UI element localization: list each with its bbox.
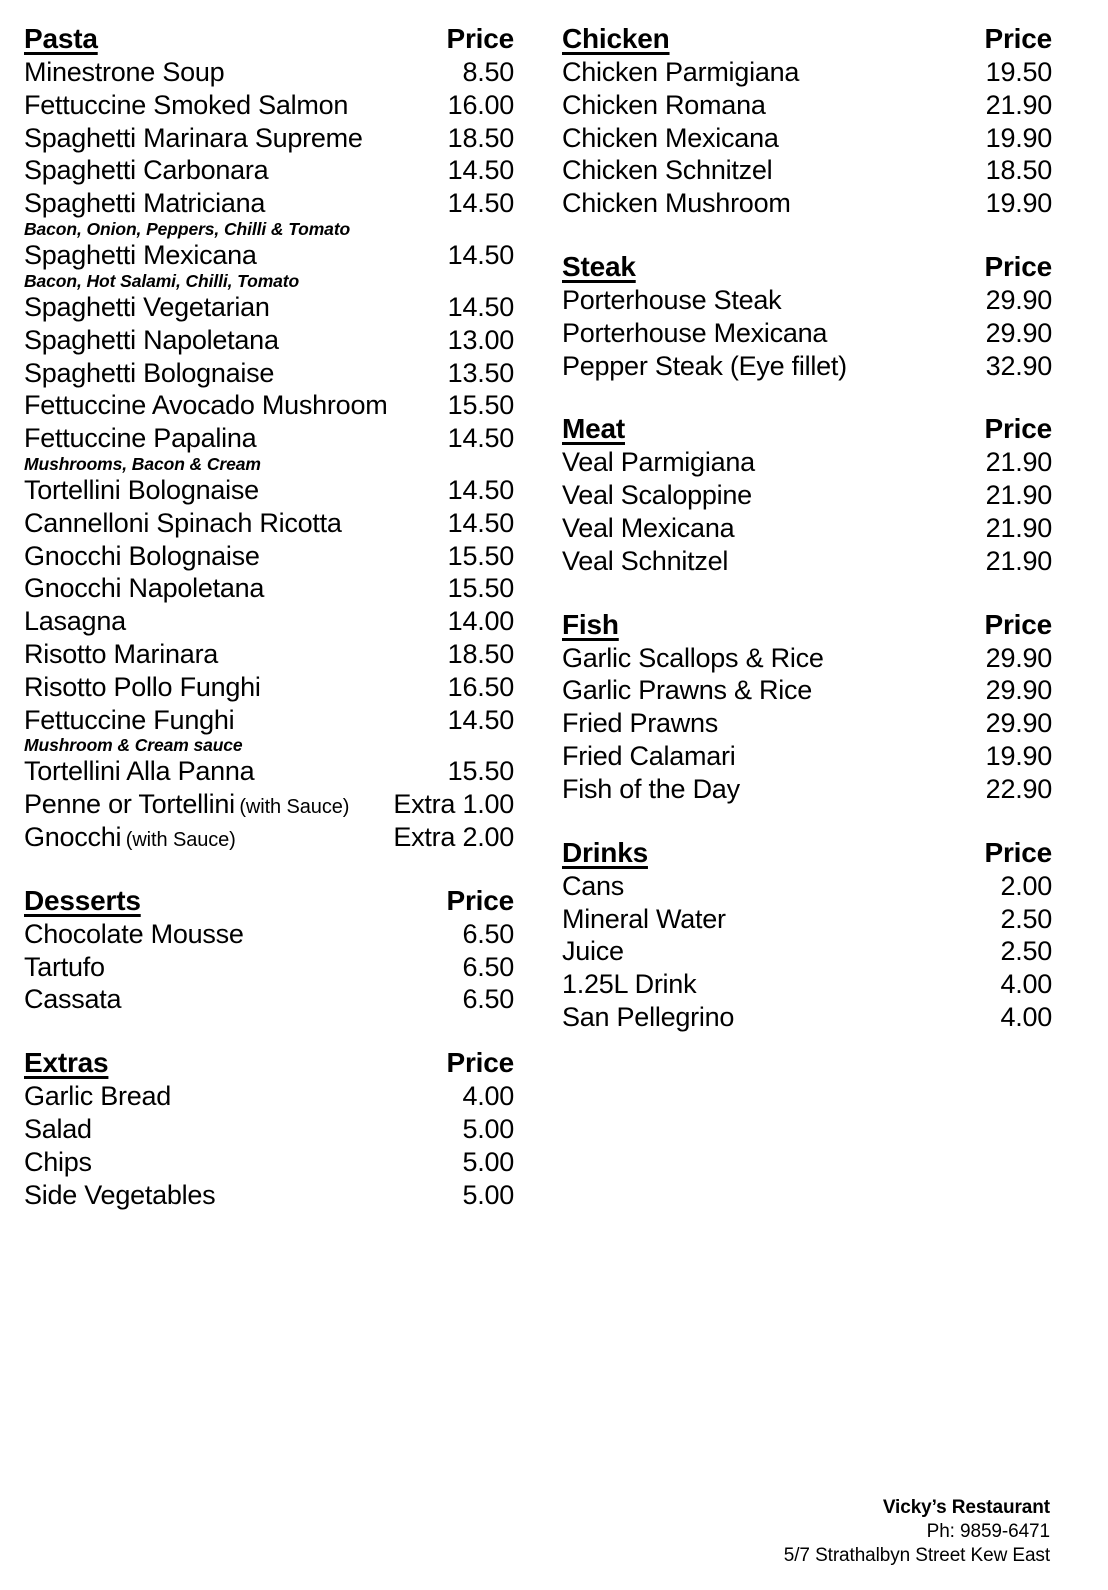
menu-item-price: 6.50 bbox=[462, 984, 514, 1015]
menu-section-extras bbox=[24, 1046, 514, 1211]
menu-item-name-wrap bbox=[24, 671, 261, 704]
menu-item-price: 4.00 bbox=[1000, 969, 1052, 1000]
menu-item-row bbox=[24, 671, 514, 704]
price-column-header: Price bbox=[984, 608, 1052, 640]
menu-item-price: 2.50 bbox=[1000, 903, 1052, 934]
menu-item-price: 5.00 bbox=[462, 1114, 514, 1144]
price-column-header: Price bbox=[984, 413, 1052, 445]
menu-item-row bbox=[24, 357, 514, 390]
menu-item-price: 14.50 bbox=[447, 704, 514, 735]
menu-section-pasta bbox=[24, 22, 514, 854]
menu-item-name: Gnocchi Napoletana bbox=[24, 573, 265, 604]
menu-item-name: Spaghetti Marinara Supreme bbox=[24, 122, 363, 153]
menu-item-qualifier: (with Sauce) bbox=[239, 796, 350, 819]
menu-item-name: Fried Calamari bbox=[562, 741, 736, 772]
menu-item-name-wrap bbox=[562, 773, 740, 806]
menu-item-price: 14.50 bbox=[447, 155, 514, 186]
menu-item-name: Garlic Bread bbox=[24, 1081, 172, 1112]
menu-item-price: 5.00 bbox=[462, 1146, 514, 1177]
menu-right-column bbox=[562, 22, 1052, 1034]
menu-item-name: San Pellegrino bbox=[562, 1001, 735, 1032]
section-title-extras: Extras bbox=[24, 1047, 109, 1079]
menu-item-name: Fettuccine Funghi bbox=[24, 704, 235, 735]
menu-item-row bbox=[24, 1179, 514, 1212]
menu-item-name: Salad bbox=[24, 1114, 92, 1144]
section-header-drinks bbox=[562, 836, 1052, 869]
menu-item-row bbox=[24, 507, 514, 540]
menu-item-row bbox=[24, 572, 514, 605]
menu-item-name-wrap bbox=[24, 983, 121, 1016]
menu-item-price: 14.50 bbox=[447, 291, 514, 322]
restaurant-name: Vicky’s Restaurant bbox=[882, 1496, 1050, 1518]
section-title-pasta: Pasta bbox=[24, 23, 98, 54]
section-title-steak: Steak bbox=[562, 251, 636, 283]
menu-item-name: Spaghetti Vegetarian bbox=[24, 291, 270, 322]
menu-item-row bbox=[24, 89, 514, 122]
menu-item-name-wrap bbox=[562, 642, 824, 675]
menu-item-row bbox=[562, 707, 1052, 740]
menu-item-row bbox=[24, 474, 514, 507]
menu-item-row bbox=[24, 918, 514, 951]
menu-item-name-wrap bbox=[24, 291, 270, 324]
menu-item-price: 29.90 bbox=[985, 317, 1052, 348]
menu-item-name: Cans bbox=[562, 870, 625, 901]
menu-item-row bbox=[24, 56, 514, 89]
menu-item-name: Pepper Steak (Eye fillet) bbox=[562, 350, 847, 381]
section-title-drinks: Drinks bbox=[562, 836, 648, 868]
menu-item-name: Risotto Marinara bbox=[24, 638, 219, 669]
menu-item-price: 15.50 bbox=[447, 573, 514, 604]
menu-item-price: 19.90 bbox=[985, 122, 1052, 153]
menu-item-row bbox=[562, 56, 1052, 89]
restaurant-address: 5/7 Strathalbyn Street Kew East bbox=[783, 1544, 1050, 1566]
menu-item-name: Spaghetti Mexicana bbox=[24, 240, 257, 271]
menu-item-price: 4.00 bbox=[462, 1081, 514, 1112]
menu-item-name-wrap bbox=[24, 154, 268, 187]
menu-item-row bbox=[562, 317, 1052, 350]
menu-item-name: Chips bbox=[24, 1146, 92, 1177]
menu-item-name: Veal Parmigiana bbox=[562, 447, 755, 478]
menu-item-name-wrap bbox=[24, 56, 224, 89]
section-header-fish bbox=[562, 608, 1052, 641]
menu-item-name: Veal Mexicana bbox=[562, 513, 735, 544]
menu-item-name: Minestrone Soup bbox=[24, 57, 225, 88]
menu-item-price: 14.00 bbox=[447, 606, 514, 637]
menu-item-name: Juice bbox=[562, 936, 624, 967]
menu-item-price: 19.90 bbox=[985, 188, 1052, 219]
menu-item-row bbox=[24, 983, 514, 1016]
menu-item-row bbox=[562, 1001, 1052, 1034]
menu-item-price: 32.90 bbox=[985, 350, 1052, 381]
menu-item-name-wrap bbox=[562, 350, 847, 383]
menu-item-row bbox=[24, 788, 514, 821]
menu-item-name-wrap bbox=[562, 707, 718, 740]
menu-item-price: 14.50 bbox=[447, 188, 514, 219]
menu-item-price: 4.00 bbox=[1000, 1001, 1052, 1032]
price-column-header: Price bbox=[446, 23, 514, 54]
menu-item-name-wrap bbox=[24, 540, 260, 573]
menu-section-fish bbox=[562, 608, 1052, 806]
menu-item-price: 14.50 bbox=[447, 507, 514, 538]
menu-item-description: Mushrooms, Bacon & Cream bbox=[24, 453, 261, 474]
price-column-header: Price bbox=[984, 23, 1052, 54]
menu-item-price: 2.00 bbox=[1000, 870, 1052, 901]
menu-item-price: 15.50 bbox=[447, 390, 514, 421]
section-title-chicken: Chicken bbox=[562, 23, 670, 54]
menu-item-price: 21.90 bbox=[985, 545, 1052, 576]
menu-item-name-wrap bbox=[24, 89, 348, 122]
menu-item-price: 21.90 bbox=[985, 447, 1052, 478]
menu-item-row bbox=[562, 122, 1052, 155]
menu-item-description: Mushroom & Cream sauce bbox=[24, 735, 243, 756]
section-header-pasta bbox=[24, 22, 514, 55]
menu-item-name-wrap bbox=[24, 918, 244, 951]
menu-section-steak bbox=[562, 250, 1052, 382]
menu-item-name-wrap bbox=[562, 317, 827, 350]
section-header-desserts bbox=[24, 884, 514, 917]
restaurant-footer bbox=[784, 1496, 1050, 1568]
menu-item-price: 29.90 bbox=[985, 708, 1052, 739]
menu-section-meat bbox=[562, 412, 1052, 577]
menu-item-name-wrap bbox=[24, 474, 259, 507]
menu-item-row bbox=[562, 446, 1052, 479]
menu-item-name-wrap bbox=[562, 968, 696, 1001]
menu-item-row bbox=[562, 935, 1052, 968]
menu-item-name: Chicken Romana bbox=[562, 89, 766, 120]
menu-item-name-wrap bbox=[562, 674, 812, 707]
menu-item-name-wrap bbox=[24, 605, 126, 638]
menu-item-row bbox=[562, 968, 1052, 1001]
menu-item-price: 19.90 bbox=[985, 741, 1052, 772]
menu-item-name-wrap bbox=[24, 389, 387, 422]
menu-item-price: 22.90 bbox=[985, 773, 1052, 804]
menu-item-price: Extra 1.00 bbox=[393, 789, 514, 820]
menu-item-row bbox=[562, 89, 1052, 122]
menu-item-row bbox=[24, 239, 514, 272]
menu-item-row bbox=[24, 1080, 514, 1113]
menu-item-name: Porterhouse Steak bbox=[562, 285, 782, 316]
menu-item-row bbox=[562, 545, 1052, 578]
menu-item-name-wrap bbox=[562, 56, 799, 89]
menu-item-price: 29.90 bbox=[985, 675, 1052, 706]
menu-item-price: 13.50 bbox=[447, 357, 514, 388]
menu-section-drinks bbox=[562, 836, 1052, 1034]
menu-item-name-wrap bbox=[24, 821, 236, 854]
menu-item-name: Chicken Parmigiana bbox=[562, 57, 800, 88]
menu-item-name: Spaghetti Bolognaise bbox=[24, 357, 275, 388]
menu-item-description: Bacon, Onion, Peppers, Chilli & Tomato bbox=[24, 219, 351, 240]
menu-item-price: 13.00 bbox=[447, 324, 514, 355]
section-header-extras bbox=[24, 1046, 514, 1079]
menu-item-row bbox=[24, 755, 514, 788]
menu-item-price: 16.50 bbox=[447, 671, 514, 702]
menu-item-name: Risotto Pollo Funghi bbox=[24, 671, 261, 702]
menu-item-row bbox=[562, 642, 1052, 675]
menu-item-name-wrap bbox=[562, 512, 734, 545]
price-column-header: Price bbox=[446, 884, 514, 916]
section-title-desserts: Desserts bbox=[24, 884, 141, 916]
menu-item-name: Fried Prawns bbox=[562, 708, 719, 739]
menu-item-name: Lasagna bbox=[24, 606, 126, 637]
menu-item-price: 29.90 bbox=[985, 285, 1052, 316]
menu-item-name-wrap bbox=[24, 422, 256, 455]
section-title-meat: Meat bbox=[562, 413, 625, 445]
menu-item-name: Fettuccine Papalina bbox=[24, 423, 257, 454]
menu-item-price: 21.90 bbox=[985, 89, 1052, 120]
menu-item-name: Tartufo bbox=[24, 951, 105, 982]
section-title-fish: Fish bbox=[562, 608, 619, 640]
menu-item-row bbox=[562, 154, 1052, 187]
menu-item-name-wrap bbox=[562, 870, 624, 903]
menu-item-name: Veal Scaloppine bbox=[562, 480, 752, 511]
menu-item-name-wrap bbox=[24, 1179, 215, 1212]
menu-item-name: Tortellini Bolognaise bbox=[24, 474, 259, 505]
menu-item-name-wrap bbox=[24, 239, 257, 272]
price-column-header: Price bbox=[984, 251, 1052, 283]
menu-item-name: Fish of the Day bbox=[562, 773, 740, 804]
menu-item-name: Veal Schnitzel bbox=[562, 545, 729, 576]
menu-item-row bbox=[562, 903, 1052, 936]
section-header-chicken bbox=[562, 22, 1052, 55]
menu-item-name: Fettuccine Smoked Salmon bbox=[24, 89, 349, 120]
menu-item-price: 8.50 bbox=[462, 57, 514, 88]
menu-item-name-wrap bbox=[562, 154, 772, 187]
menu-item-price: 15.50 bbox=[447, 540, 514, 571]
menu-item-row bbox=[24, 951, 514, 984]
menu-item-name-wrap bbox=[562, 1001, 734, 1034]
menu-item-row bbox=[562, 870, 1052, 903]
menu-item-name-wrap bbox=[562, 545, 728, 578]
menu-item-row bbox=[24, 821, 514, 854]
menu-item-price: 18.50 bbox=[447, 122, 514, 153]
menu-item-name: Gnocchi Bolognaise bbox=[24, 540, 260, 571]
menu-item-price: 14.50 bbox=[447, 240, 514, 271]
menu-item-name-wrap bbox=[24, 704, 234, 737]
menu-item-price: 18.50 bbox=[985, 155, 1052, 186]
menu-item-price: 5.00 bbox=[462, 1179, 514, 1210]
menu-item-name: Mineral Water bbox=[562, 903, 726, 934]
menu-item-name-wrap bbox=[24, 1113, 92, 1146]
menu-item-name-wrap bbox=[562, 89, 766, 122]
menu-item-name-wrap bbox=[24, 187, 265, 220]
restaurant-phone: Ph: 9859-6471 bbox=[926, 1520, 1050, 1542]
menu-item-price: 14.50 bbox=[447, 423, 514, 454]
menu-item-name: Chocolate Mousse bbox=[24, 918, 244, 949]
menu-item-row bbox=[562, 284, 1052, 317]
menu-item-name-wrap bbox=[562, 740, 736, 773]
menu-item-name-wrap bbox=[24, 788, 349, 821]
menu-item-name: Gnocchi bbox=[24, 821, 122, 852]
menu-left-column bbox=[24, 22, 514, 1211]
menu-item-price: 29.90 bbox=[985, 642, 1052, 673]
menu-item-name: Side Vegetables bbox=[24, 1179, 216, 1210]
menu-item-price: 21.90 bbox=[985, 480, 1052, 511]
menu-item-price: 14.50 bbox=[447, 474, 514, 505]
menu-item-name: Garlic Scallops & Rice bbox=[562, 642, 824, 673]
price-column-header: Price bbox=[446, 1047, 514, 1079]
menu-item-price: 6.50 bbox=[462, 918, 514, 949]
menu-item-name: Cassata bbox=[24, 984, 122, 1015]
price-column-header: Price bbox=[984, 836, 1052, 868]
menu-item-row bbox=[24, 1113, 514, 1146]
menu-item-name-wrap bbox=[24, 507, 342, 540]
menu-item-row bbox=[562, 479, 1052, 512]
section-header-steak bbox=[562, 250, 1052, 283]
menu-item-name-wrap bbox=[562, 903, 726, 936]
menu-item-name-wrap bbox=[562, 122, 779, 155]
menu-item-row bbox=[24, 1146, 514, 1179]
menu-item-name-wrap bbox=[562, 935, 624, 968]
menu-item-name-wrap bbox=[562, 187, 791, 220]
menu-item-name: Penne or Tortellini bbox=[24, 789, 235, 820]
menu-item-row bbox=[24, 540, 514, 573]
menu-item-name-wrap bbox=[24, 755, 254, 788]
menu-item-name: Spaghetti Carbonara bbox=[24, 155, 269, 186]
menu-item-price: 6.50 bbox=[462, 951, 514, 982]
menu-item-price: 21.90 bbox=[985, 513, 1052, 544]
menu-item-price: 2.50 bbox=[1000, 936, 1052, 967]
menu-item-name-wrap bbox=[24, 122, 363, 155]
menu-item-description: Bacon, Hot Salami, Chilli, Tomato bbox=[24, 270, 300, 291]
menu-item-row bbox=[562, 350, 1052, 383]
menu-item-name: 1.25L Drink bbox=[562, 969, 697, 1000]
menu-item-row bbox=[562, 773, 1052, 806]
menu-item-qualifier: (with Sauce) bbox=[125, 828, 236, 851]
menu-item-row bbox=[24, 122, 514, 155]
menu-item-name: Chicken Mushroom bbox=[562, 188, 791, 219]
menu-item-row bbox=[562, 512, 1052, 545]
menu-item-row bbox=[24, 291, 514, 324]
menu-item-row bbox=[24, 187, 514, 220]
menu-item-name-wrap bbox=[24, 951, 105, 984]
menu-item-price: Extra 2.00 bbox=[393, 821, 514, 852]
menu-item-name-wrap bbox=[24, 638, 218, 671]
menu-item-name: Fettuccine Avocado Mushroom bbox=[24, 390, 388, 421]
menu-item-name: Tortellini Alla Panna bbox=[24, 756, 255, 787]
menu-columns bbox=[24, 22, 1084, 1211]
menu-item-row bbox=[24, 154, 514, 187]
menu-item-name-wrap bbox=[562, 446, 755, 479]
menu-item-name-wrap bbox=[562, 284, 781, 317]
menu-item-name-wrap bbox=[24, 1146, 92, 1179]
menu-item-row bbox=[562, 187, 1052, 220]
menu-item-row bbox=[24, 638, 514, 671]
menu-item-row bbox=[24, 422, 514, 455]
menu-section-desserts bbox=[24, 884, 514, 1016]
menu-item-row bbox=[562, 740, 1052, 773]
menu-item-name-wrap bbox=[24, 1080, 171, 1113]
menu-item-row bbox=[562, 674, 1052, 707]
menu-item-name-wrap bbox=[24, 572, 264, 605]
menu-item-price: 15.50 bbox=[447, 756, 514, 787]
menu-item-name-wrap bbox=[24, 357, 274, 390]
menu-item-price: 18.50 bbox=[447, 638, 514, 669]
menu-item-row bbox=[24, 324, 514, 357]
menu-item-row bbox=[24, 605, 514, 638]
menu-item-name: Spaghetti Matriciana bbox=[24, 188, 266, 219]
menu-item-price: 19.50 bbox=[985, 57, 1052, 88]
menu-item-name: Porterhouse Mexicana bbox=[562, 317, 828, 348]
menu-section-chicken bbox=[562, 22, 1052, 220]
menu-item-name-wrap bbox=[562, 479, 752, 512]
menu-item-name: Chicken Schnitzel bbox=[562, 155, 773, 186]
menu-item-name-wrap bbox=[24, 324, 279, 357]
menu-item-name: Spaghetti Napoletana bbox=[24, 324, 279, 355]
section-header-meat bbox=[562, 412, 1052, 445]
menu-item-price: 16.00 bbox=[447, 89, 514, 120]
menu-item-row bbox=[24, 389, 514, 422]
menu-item-row bbox=[24, 704, 514, 737]
menu-item-name: Garlic Prawns & Rice bbox=[562, 675, 813, 706]
menu-item-name: Chicken Mexicana bbox=[562, 122, 779, 153]
menu-item-name: Cannelloni Spinach Ricotta bbox=[24, 507, 342, 538]
